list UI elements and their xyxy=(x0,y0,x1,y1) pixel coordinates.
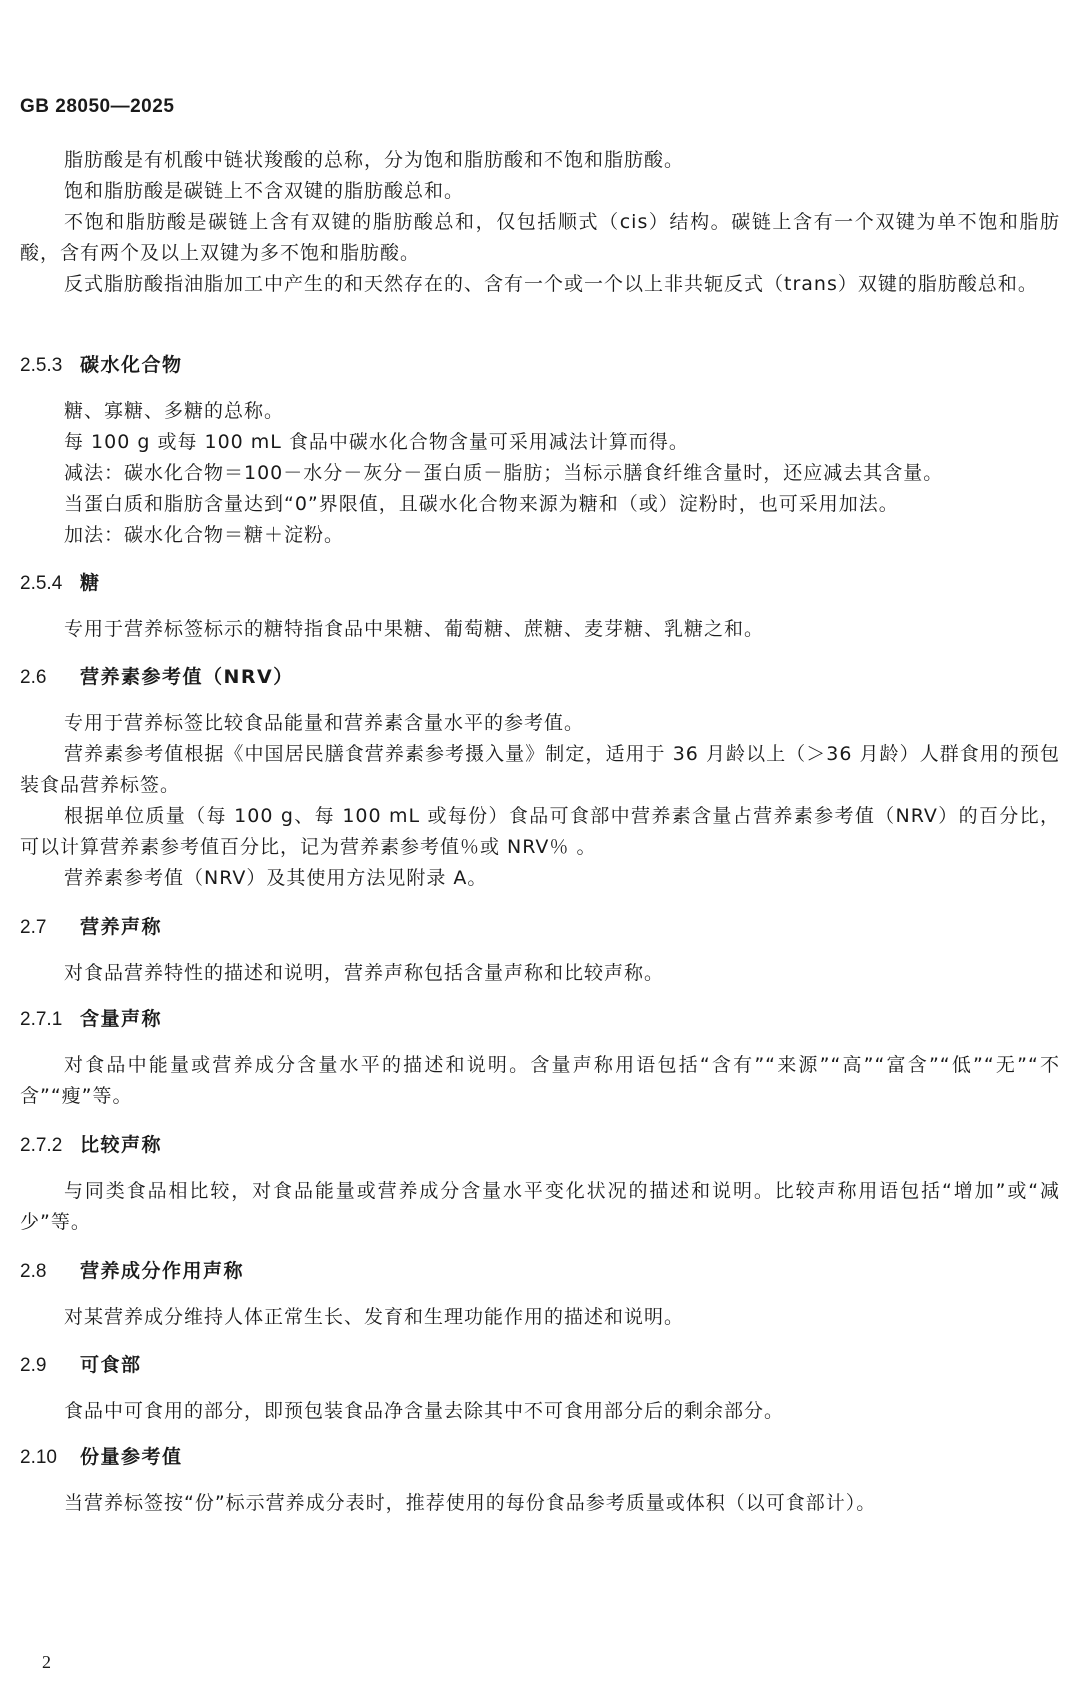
section-number: 2.5.4 xyxy=(20,573,63,594)
section-heading-2-6 xyxy=(20,662,1060,693)
section-number: 2.7.2 xyxy=(20,1135,63,1156)
section-number: 2.6 xyxy=(20,667,47,688)
paragraph: 对某营养成分维持人体正常生长、发育和生理功能作用的描述和说明。 xyxy=(64,1306,685,1328)
section-body-2-9 xyxy=(20,1396,1060,1427)
section-title: 碳水化合物 xyxy=(80,354,183,376)
section-body-2-7 xyxy=(20,958,1060,989)
section-fatty-acids xyxy=(20,145,1060,300)
paragraph: 当营养标签按“份”标示营养成分表时，推荐使用的每份食品参考质量或体积（以可食部计）。 xyxy=(64,1492,877,1514)
section-body-2-10 xyxy=(20,1488,1060,1519)
section-title: 可食部 xyxy=(80,1354,142,1376)
section-title: 营养声称 xyxy=(80,916,163,938)
section-heading-2-8 xyxy=(20,1256,1060,1287)
paragraph: 反式脂肪酸指油脂加工中产生的和天然存在的、含有一个或一个以上非共轭反式（trans）双键的脂肪酸总和。 xyxy=(64,273,1038,295)
paragraph: 专用于营养标签比较食品能量和营养素含量水平的参考值。 xyxy=(64,712,585,734)
section-number: 2.5.3 xyxy=(20,355,63,376)
paragraph: 根据单位质量（每 100 g、每 100 mL 或每份）食品可食部中营养素含量占营养素参考值（NRV）的百分比，可以计算营养素参考值百分比，记为营养素参考值％或 NRV％ 。 xyxy=(20,805,1060,858)
section-body-2-5-4 xyxy=(20,614,1060,645)
paragraph: 糖、寡糖、多糖的总称。 xyxy=(64,400,285,422)
section-heading-2-7-1 xyxy=(20,1004,1060,1035)
section-body-2-7-1 xyxy=(20,1050,1060,1112)
paragraph: 每 100 g 或每 100 mL 食品中碳水化合物含量可采用减法计算而得。 xyxy=(64,431,689,453)
section-heading-2-5-4 xyxy=(20,568,1060,599)
section-heading-2-7-2 xyxy=(20,1130,1060,1161)
section-number: 2.7 xyxy=(20,917,47,938)
section-heading-2-10 xyxy=(20,1442,1060,1473)
paragraph: 加法：碳水化合物＝糖＋淀粉。 xyxy=(64,524,345,546)
paragraph: 脂肪酸是有机酸中链状羧酸的总称，分为饱和脂肪酸和不饱和脂肪酸。 xyxy=(64,149,685,171)
section-body-2-7-2 xyxy=(20,1176,1060,1238)
section-body-2-5-3 xyxy=(20,396,1060,551)
section-heading-2-7 xyxy=(20,912,1060,943)
paragraph: 食品中可食用的部分，即预包装食品净含量去除其中不可食用部分后的剩余部分。 xyxy=(64,1400,785,1422)
section-heading-2-9 xyxy=(20,1350,1060,1381)
paragraph: 饱和脂肪酸是碳链上不含双键的脂肪酸总和。 xyxy=(64,180,465,202)
section-number: 2.8 xyxy=(20,1261,47,1282)
paragraph: 不饱和脂肪酸是碳链上含有双键的脂肪酸总和，仅包括顺式（cis）结构。碳链上含有一个双键为单不饱和脂肪酸，含有两个及以上双键为多不饱和脂肪酸。 xyxy=(20,211,1060,264)
section-number: 2.10 xyxy=(20,1447,57,1468)
paragraph: 营养素参考值（NRV）及其使用方法见附录 A。 xyxy=(64,867,488,889)
section-title: 份量参考值 xyxy=(80,1446,183,1468)
section-heading-2-5-3 xyxy=(20,350,1060,381)
section-body-2-6 xyxy=(20,708,1060,894)
section-title: 糖 xyxy=(80,572,101,594)
paragraph: 对食品中能量或营养成分含量水平的描述和说明。含量声称用语包括“含有”“来源”“高”“富含”“低”“无”“不含”“瘦”等。 xyxy=(20,1054,1060,1107)
paragraph: 对食品营养特性的描述和说明，营养声称包括含量声称和比较声称。 xyxy=(64,962,665,984)
section-title: 比较声称 xyxy=(80,1134,163,1156)
paragraph: 当蛋白质和脂肪含量达到“0”界限值，且碳水化合物来源为糖和（或）淀粉时，也可采用加法。 xyxy=(64,493,899,515)
paragraph: 减法：碳水化合物＝100－水分－灰分－蛋白质－脂肪；当标示膳食纤维含量时，还应减去其含量。 xyxy=(64,462,944,484)
section-body-2-8 xyxy=(20,1302,1060,1333)
standard-code: GB 28050—2025 xyxy=(20,96,175,117)
section-title: 含量声称 xyxy=(80,1008,163,1030)
section-title: 营养成分作用声称 xyxy=(80,1260,245,1282)
paragraph: 营养素参考值根据《中国居民膳食营养素参考摄入量》制定，适用于 36 月龄以上（＞36 月龄）人群食用的预包装食品营养标签。 xyxy=(20,743,1060,796)
section-number: 2.7.1 xyxy=(20,1009,63,1030)
section-number: 2.9 xyxy=(20,1355,47,1376)
paragraph: 专用于营养标签标示的糖特指食品中果糖、葡萄糖、蔗糖、麦芽糖、乳糖之和。 xyxy=(64,618,765,640)
paragraph: 与同类食品相比较，对食品能量或营养成分含量水平变化状况的描述和说明。比较声称用语包括“增加”或“减少”等。 xyxy=(20,1180,1060,1233)
page-number: 2 xyxy=(42,1652,51,1672)
section-title: 营养素参考值（NRV） xyxy=(80,666,294,688)
